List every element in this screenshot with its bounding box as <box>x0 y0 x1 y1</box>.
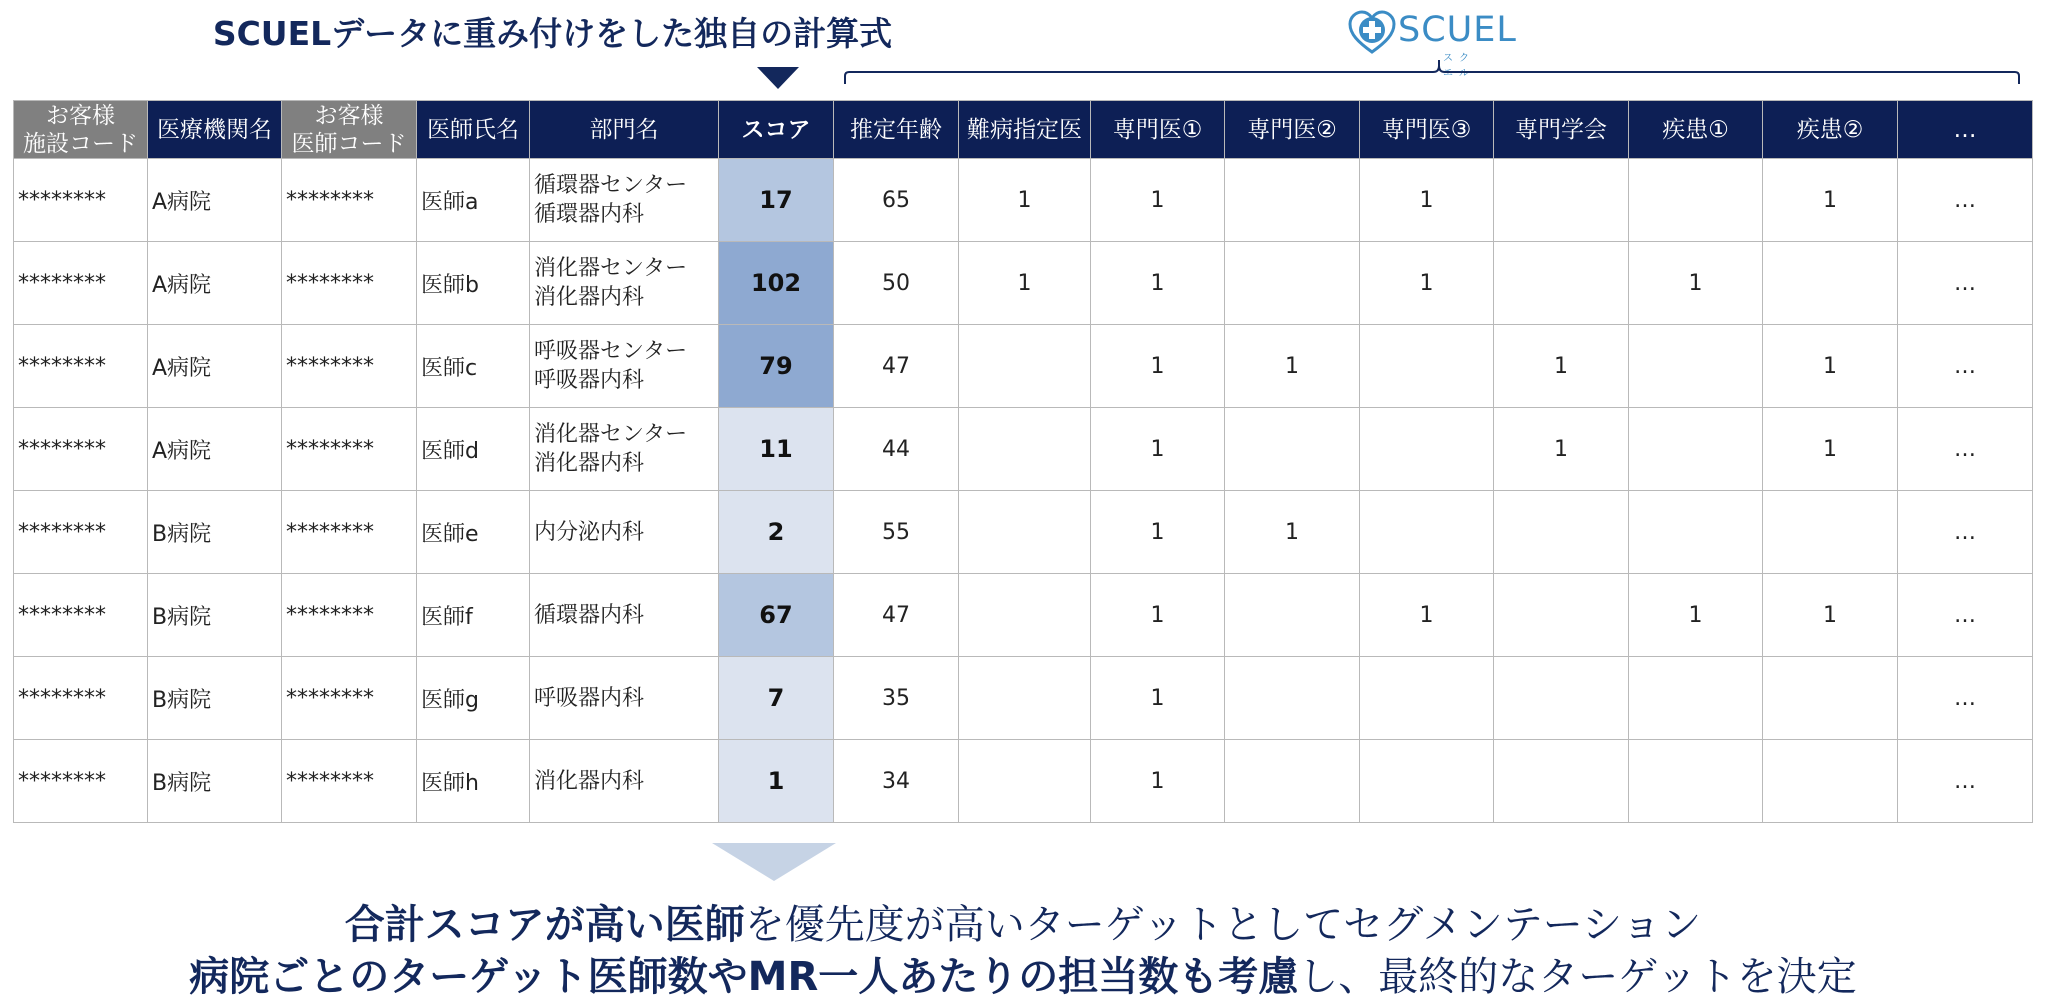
summary-line-1-bold: 合計スコアが高い医師 <box>344 902 745 948</box>
age-cell: 55 <box>834 491 959 574</box>
specialist-3-cell <box>1360 325 1494 408</box>
table-header-row <box>14 101 2033 159</box>
hospital-cell: B病院 <box>148 574 282 657</box>
column-header: 医療機関名 <box>148 101 282 159</box>
more-cell: … <box>1898 242 2033 325</box>
specialist-3-cell: 1 <box>1360 159 1494 242</box>
specialist-2-cell <box>1225 159 1360 242</box>
column-header: お客様 施設コード <box>14 101 148 159</box>
department-cell: 循環器センター 循環器内科 <box>530 159 719 242</box>
column-header: 疾患① <box>1629 101 1763 159</box>
table-row <box>14 491 2033 574</box>
column-header: 医師氏名 <box>417 101 530 159</box>
specialist-1-cell: 1 <box>1091 740 1225 823</box>
column-header: 専門医③ <box>1360 101 1494 159</box>
specialist-2-cell <box>1225 740 1360 823</box>
department-cell: 消化器センター 消化器内科 <box>530 408 719 491</box>
specialist-2-cell <box>1225 574 1360 657</box>
table-row <box>14 740 2033 823</box>
society-cell <box>1494 574 1629 657</box>
society-cell <box>1494 657 1629 740</box>
more-cell: … <box>1898 574 2033 657</box>
hospital-cell: B病院 <box>148 657 282 740</box>
column-header: 専門医② <box>1225 101 1360 159</box>
doctor-score-table <box>13 100 2033 823</box>
disease-2-cell <box>1763 242 1898 325</box>
intractable-disease-cell <box>959 574 1091 657</box>
doctor-name-cell: 医師b <box>417 242 530 325</box>
facility-code-cell: ******** <box>14 242 148 325</box>
more-cell: … <box>1898 491 2033 574</box>
facility-code-cell: ******** <box>14 491 148 574</box>
society-cell <box>1494 491 1629 574</box>
table-row <box>14 574 2033 657</box>
age-cell: 47 <box>834 574 959 657</box>
score-cell: 79 <box>719 325 834 408</box>
specialist-1-cell: 1 <box>1091 491 1225 574</box>
summary-line-2-bold: 病院ごとのターゲット医師数やMR一人あたりの担当数も考慮 <box>189 954 1299 1000</box>
disease-2-cell: 1 <box>1763 325 1898 408</box>
doctor-name-cell: 医師c <box>417 325 530 408</box>
specialist-2-cell <box>1225 408 1360 491</box>
intractable-disease-cell <box>959 657 1091 740</box>
heading: SCUELデータに重み付けをした独自の計算式 <box>212 14 893 53</box>
doctor-code-cell: ******** <box>282 740 417 823</box>
facility-code-cell: ******** <box>14 408 148 491</box>
hospital-cell: A病院 <box>148 242 282 325</box>
intractable-disease-cell <box>959 408 1091 491</box>
society-cell <box>1494 159 1629 242</box>
disease-2-cell: 1 <box>1763 408 1898 491</box>
doctor-code-cell: ******** <box>282 159 417 242</box>
score-cell: 1 <box>719 740 834 823</box>
column-header: 部門名 <box>530 101 719 159</box>
doctor-name-cell: 医師a <box>417 159 530 242</box>
department-cell: 呼吸器内科 <box>530 657 719 740</box>
specialist-1-cell: 1 <box>1091 657 1225 740</box>
facility-code-cell: ******** <box>14 574 148 657</box>
specialist-3-cell: 1 <box>1360 242 1494 325</box>
column-header: 難病指定医 <box>959 101 1091 159</box>
doctor-name-cell: 医師g <box>417 657 530 740</box>
society-cell <box>1494 242 1629 325</box>
disease-1-cell <box>1629 159 1763 242</box>
hospital-cell: B病院 <box>148 491 282 574</box>
specialist-1-cell: 1 <box>1091 408 1225 491</box>
department-cell: 消化器内科 <box>530 740 719 823</box>
disease-2-cell: 1 <box>1763 574 1898 657</box>
intractable-disease-cell <box>959 491 1091 574</box>
more-cell: … <box>1898 159 2033 242</box>
age-cell: 50 <box>834 242 959 325</box>
doctor-code-cell: ******** <box>282 657 417 740</box>
intractable-disease-cell <box>959 325 1091 408</box>
department-cell: 呼吸器センター 呼吸器内科 <box>530 325 719 408</box>
doctor-name-cell: 医師e <box>417 491 530 574</box>
society-cell: 1 <box>1494 325 1629 408</box>
column-header: 推定年齢 <box>834 101 959 159</box>
specialist-3-cell: 1 <box>1360 574 1494 657</box>
score-cell: 11 <box>719 408 834 491</box>
doctor-code-cell: ******** <box>282 408 417 491</box>
age-cell: 65 <box>834 159 959 242</box>
doctor-code-cell: ******** <box>282 574 417 657</box>
score-cell: 7 <box>719 657 834 740</box>
specialist-1-cell: 1 <box>1091 325 1225 408</box>
intractable-disease-cell: 1 <box>959 242 1091 325</box>
disease-2-cell <box>1763 491 1898 574</box>
society-cell <box>1494 740 1629 823</box>
hospital-cell: B病院 <box>148 740 282 823</box>
doctor-code-cell: ******** <box>282 325 417 408</box>
department-cell: 内分泌内科 <box>530 491 719 574</box>
column-header: 専門医① <box>1091 101 1225 159</box>
facility-code-cell: ******** <box>14 740 148 823</box>
disease-1-cell <box>1629 657 1763 740</box>
table-row <box>14 657 2033 740</box>
specialist-1-cell: 1 <box>1091 159 1225 242</box>
doctor-code-cell: ******** <box>282 242 417 325</box>
logo-wordmark: SCUEL <box>1398 10 1517 50</box>
disease-1-cell <box>1629 740 1763 823</box>
department-cell: 消化器センター 消化器内科 <box>530 242 719 325</box>
disease-2-cell: 1 <box>1763 159 1898 242</box>
heart-cross-icon <box>1348 10 1396 56</box>
column-header: スコア <box>719 101 834 159</box>
disease-1-cell: 1 <box>1629 242 1763 325</box>
specialist-3-cell <box>1360 408 1494 491</box>
score-cell: 102 <box>719 242 834 325</box>
intractable-disease-cell <box>959 740 1091 823</box>
table-row <box>14 325 2033 408</box>
age-cell: 34 <box>834 740 959 823</box>
department-cell: 循環器内科 <box>530 574 719 657</box>
age-cell: 35 <box>834 657 959 740</box>
disease-1-cell <box>1629 491 1763 574</box>
disease-2-cell <box>1763 657 1898 740</box>
scuel-logo <box>1348 8 1517 79</box>
table-row <box>14 242 2033 325</box>
down-arrow-large-icon <box>712 843 836 881</box>
facility-code-cell: ******** <box>14 657 148 740</box>
specialist-3-cell <box>1360 740 1494 823</box>
doctor-name-cell: 医師d <box>417 408 530 491</box>
disease-2-cell <box>1763 740 1898 823</box>
score-cell: 67 <box>719 574 834 657</box>
column-header: 専門学会 <box>1494 101 1629 159</box>
specialist-1-cell: 1 <box>1091 574 1225 657</box>
more-cell: … <box>1898 325 2033 408</box>
down-arrow-icon <box>757 67 799 89</box>
column-header: 疾患② <box>1763 101 1898 159</box>
score-cell: 17 <box>719 159 834 242</box>
more-cell: … <box>1898 408 2033 491</box>
society-cell: 1 <box>1494 408 1629 491</box>
specialist-2-cell <box>1225 242 1360 325</box>
score-cell: 2 <box>719 491 834 574</box>
specialist-3-cell <box>1360 657 1494 740</box>
more-cell: … <box>1898 740 2033 823</box>
hospital-cell: A病院 <box>148 159 282 242</box>
specialist-2-cell: 1 <box>1225 491 1360 574</box>
age-cell: 44 <box>834 408 959 491</box>
intractable-disease-cell: 1 <box>959 159 1091 242</box>
column-header: お客様 医師コード <box>282 101 417 159</box>
hospital-cell: A病院 <box>148 325 282 408</box>
disease-1-cell <box>1629 325 1763 408</box>
column-header: … <box>1898 101 2033 159</box>
disease-1-cell: 1 <box>1629 574 1763 657</box>
more-cell: … <box>1898 657 2033 740</box>
logo-subtitle: スクエル <box>1443 53 1475 79</box>
facility-code-cell: ******** <box>14 325 148 408</box>
specialist-3-cell <box>1360 491 1494 574</box>
disease-1-cell <box>1629 408 1763 491</box>
specialist-1-cell: 1 <box>1091 242 1225 325</box>
age-cell: 47 <box>834 325 959 408</box>
doctor-name-cell: 医師f <box>417 574 530 657</box>
specialist-2-cell: 1 <box>1225 325 1360 408</box>
table-row <box>14 408 2033 491</box>
facility-code-cell: ******** <box>14 159 148 242</box>
doctor-name-cell: 医師h <box>417 740 530 823</box>
doctor-code-cell: ******** <box>282 491 417 574</box>
summary-line-2 <box>0 945 2046 1002</box>
summary-line-1-rest: を優先度が高いターゲットとしてセグメンテーション <box>744 902 1702 948</box>
table-row <box>14 159 2033 242</box>
specialist-2-cell <box>1225 657 1360 740</box>
hospital-cell: A病院 <box>148 408 282 491</box>
bracket-line <box>843 58 2023 88</box>
summary-line-1 <box>0 893 2046 950</box>
summary-line-2-rest: し、最終的なターゲットを決定 <box>1298 954 1857 1000</box>
